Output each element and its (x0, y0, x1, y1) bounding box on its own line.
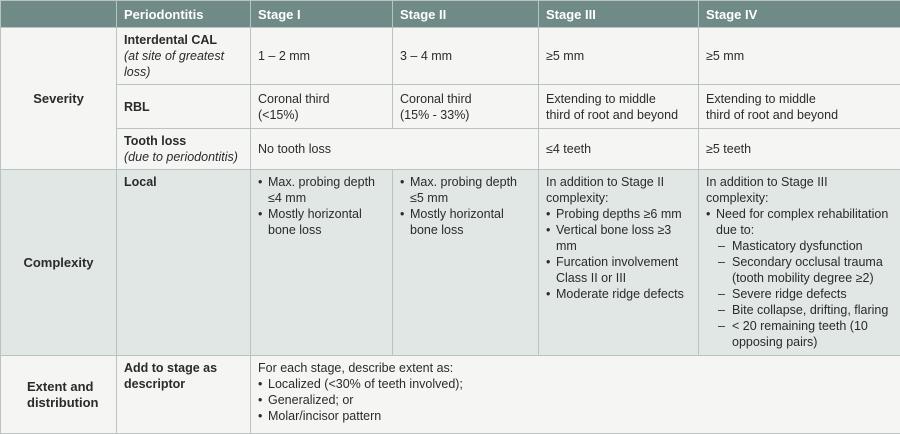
complexity-stage-3 (539, 170, 699, 356)
rbl-stage-2 (393, 85, 539, 129)
sub-list-item: – Bite collapse, drifting, flaring (718, 302, 893, 318)
list-item: • Mostly horizontal bone loss (258, 206, 385, 238)
sub-list-item: – Secondary occlusal trauma (tooth mobility degree ≥2) (718, 254, 893, 286)
cal-note: (at site of greatest loss) (124, 48, 243, 80)
rbl-stage-1-line-2: (<15%) (258, 107, 385, 123)
complexity-stage-4-list (706, 206, 893, 350)
tooth-loss-stage-1-2: No tooth loss (251, 129, 539, 170)
severity-cal-row (1, 28, 900, 85)
severity-rbl-row (1, 85, 900, 129)
tooth-loss-label: Tooth loss (124, 134, 186, 148)
extent-label-line-2: distribution (27, 395, 109, 411)
rbl-stage-2-line-1: Coronal third (400, 91, 531, 107)
complexity-stage-4 (699, 170, 900, 356)
complexity-stage-3-intro: In addition to Stage II complexity: (546, 174, 691, 206)
cal-stage-4: ≥5 mm (699, 28, 900, 85)
complexity-stage-3-list (546, 206, 691, 302)
complexity-stage-4-sublist (718, 238, 893, 350)
rbl-stage-3 (539, 85, 699, 129)
header-row (1, 1, 900, 28)
extent-row (1, 356, 900, 434)
descriptor-label (117, 356, 251, 434)
sub-list-item: – Severe ridge defects (718, 286, 893, 302)
severity-label: Severity (1, 28, 117, 170)
complexity-stage-2-list (400, 174, 531, 238)
rbl-stage-4-line-1: Extending to middle (706, 91, 893, 107)
tooth-loss-stage-4: ≥5 teeth (699, 129, 900, 170)
rbl-stage-3-line-2: third of root and beyond (546, 107, 691, 123)
extent-description (251, 356, 900, 434)
complexity-stage-1 (251, 170, 393, 356)
complexity-stage-1-list (258, 174, 385, 238)
cal-label: Interdental CAL (124, 33, 217, 47)
list-item: • Generalized; or (258, 392, 893, 408)
extent-intro: For each stage, describe extent as: (258, 360, 893, 376)
header-stage-2: Stage II (393, 1, 539, 28)
descriptor-label-line-2: descriptor (124, 376, 243, 392)
header-periodontitis: Periodontitis (117, 1, 251, 28)
list-item: • Furcation involvement Class II or III (546, 254, 691, 286)
rbl-stage-4-line-2: third of root and beyond (706, 107, 893, 123)
rbl-stage-4 (699, 85, 900, 129)
complexity-stage-2 (393, 170, 539, 356)
list-item: • Molar/incisor pattern (258, 408, 893, 424)
list-item: • Max. probing depth ≤5 mm (400, 174, 531, 206)
sub-list-item: – Masticatory dysfunction (718, 238, 893, 254)
severity-tooth-loss-row (1, 129, 900, 170)
header-stage-1: Stage I (251, 1, 393, 28)
descriptor-label-line-1: Add to stage as (124, 360, 243, 376)
rbl-label: RBL (117, 85, 251, 129)
sub-list-item: – < 20 remaining teeth (10 opposing pairs) (718, 318, 893, 350)
extent-label-line-1: Extent and (27, 379, 109, 395)
list-item: • Vertical bone loss ≥3 mm (546, 222, 691, 254)
list-item: • Probing depths ≥6 mm (546, 206, 691, 222)
cal-stage-1: 1 – 2 mm (251, 28, 393, 85)
complexity-label: Complexity (1, 170, 117, 356)
complexity-stage-4-intro: In addition to Stage III complexity: (706, 174, 893, 206)
tooth-loss-note: (due to periodontitis) (124, 149, 243, 165)
list-item: • Max. probing depth ≤4 mm (258, 174, 385, 206)
rbl-stage-2-line-2: (15% - 33%) (400, 107, 531, 123)
cal-stage-2: 3 – 4 mm (393, 28, 539, 85)
list-item: • Localized (<30% of teeth involved); (258, 376, 893, 392)
rbl-stage-1 (251, 85, 393, 129)
rbl-stage-1-line-1: Coronal third (258, 91, 385, 107)
tooth-loss-stage-3: ≤4 teeth (539, 129, 699, 170)
header-stage-3: Stage III (539, 1, 699, 28)
header-stage-4: Stage IV (699, 1, 900, 28)
complexity-stage-4-item: Need for complex rehabilitation due to: (716, 207, 888, 237)
local-label: Local (117, 170, 251, 356)
extent-list (258, 376, 893, 424)
list-item: • Mostly horizontal bone loss (400, 206, 531, 238)
complexity-row (1, 170, 900, 356)
rbl-stage-3-line-1: Extending to middle (546, 91, 691, 107)
cal-label-cell (117, 28, 251, 85)
extent-label (1, 356, 117, 434)
cal-stage-3: ≥5 mm (539, 28, 699, 85)
list-item: • Moderate ridge defects (546, 286, 691, 302)
tooth-loss-label-cell (117, 129, 251, 170)
list-item (706, 206, 893, 350)
header-empty-cell (1, 1, 117, 28)
